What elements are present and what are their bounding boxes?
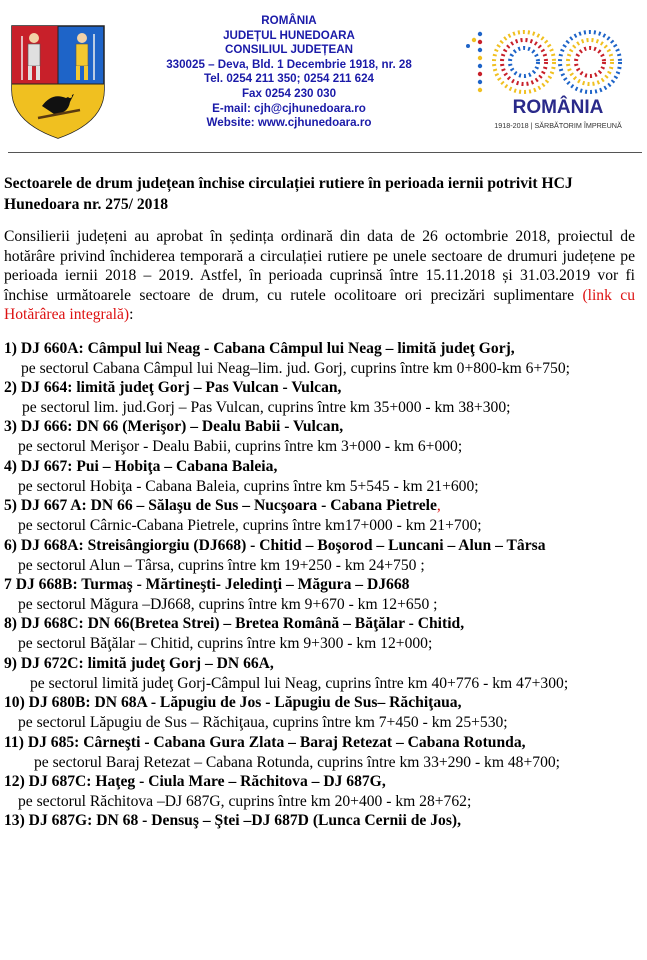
county-coat-of-arms-icon xyxy=(8,22,108,140)
road-title: 13) DJ 687G: DN 68 - Densuş – Ştei –DJ 687D (Lunca Cernii de Jos), xyxy=(4,812,461,830)
list-item xyxy=(0,339,639,378)
resolution-link[interactable]: (link cu Hotărârea integrală) xyxy=(4,286,635,323)
list-item xyxy=(0,457,639,496)
list-item xyxy=(0,733,639,772)
road-sector: pe sectorul Băţălar – Chitid, cuprins între km 9+300 - km 12+000; xyxy=(18,635,433,653)
list-item xyxy=(0,536,639,575)
logo-country-text: ROMÂNIA xyxy=(512,97,604,118)
logo-tagline-text: 1918-2018 | SĂRBĂTORIM ÎMPREUNĂ xyxy=(494,121,622,130)
road-title-comma: , xyxy=(436,497,441,515)
road-title: 3) DJ 666: DN 66 (Merişor) – Dealu Babii - Vulcan, xyxy=(4,418,344,436)
fax-number: Fax 0254 230 030 xyxy=(241,86,337,100)
intro-paragraph xyxy=(4,227,635,325)
road-title: 11) DJ 685: Cârneşti - Cabana Gura Zlata – Baraj Retezat – Cabana Rotunda, xyxy=(4,733,526,751)
letterhead xyxy=(0,0,647,150)
document-body xyxy=(0,173,639,831)
county-name: JUDEȚUL HUNEDOARA xyxy=(223,28,355,42)
road-title: 7 DJ 668B: Turmaş - Mărtineşti- Jeledinţi – Măgura – DJ668 xyxy=(4,575,410,593)
road-title: 10) DJ 680B: DN 68A - Lăpugiu de Jos - Lăpugiu de Sus– Răchiţaua, xyxy=(4,694,462,712)
list-item xyxy=(0,693,639,732)
road-sector: pe sectorul Hobiţa - Cabana Baleia, cuprins între km 5+545 - km 21+600; xyxy=(18,477,479,495)
website-address[interactable]: Website: www.cjhunedoara.ro xyxy=(206,116,372,130)
intro-text: Consilierii județeni au aprobat în ședința ordinară din data de 26 octombrie 2018, proiectul de hotărâre privind închiderea temporară a circulației rutiere pe unele sectoare de drumuri județene pe perioada iernii 2018 – 2019. Astfel, în perioada cuprinsă între 15.11.2018 și 31.03.2019 vor fi închise următoarele sectoare de drum, cu rutele ocolitoare ori precizări suplimentare xyxy=(4,228,635,304)
road-sector: pe sectorul Cabana Câmpul lui Neag–lim. jud. Gorj, cuprins între km 0+800-km 6+750; xyxy=(21,359,570,377)
document-title: Sectoarele de drum județean închise circulației rutiere în perioada iernii potrivit HCJ Hunedoara nr. 275/ 2018 xyxy=(4,175,573,213)
closed-roads-list xyxy=(0,339,639,832)
country-name: ROMÂNIA xyxy=(261,14,317,27)
road-title: 9) DJ 672C: limită judeţ Gorj – DN 66A, xyxy=(4,654,274,672)
road-sector: pe sectorul Răchitova –DJ 687G, cuprins între km 20+400 - km 28+762; xyxy=(18,792,472,810)
list-item xyxy=(0,575,639,614)
road-sector: pe sectorul Merişor - Dealu Babii, cuprins între km 3+000 - km 6+000; xyxy=(18,438,463,456)
road-sector: pe sectorul lim. jud.Gorj – Pas Vulcan, cuprins între km 35+000 - km 38+300; xyxy=(22,398,511,416)
road-sector: pe sectorul Lăpugiu de Sus – Răchiţaua, cuprins între km 7+450 - km 25+530; xyxy=(18,714,508,732)
road-sector: pe sectorul Alun – Târsa, cuprins între km 19+250 - km 24+750 ; xyxy=(18,556,425,574)
list-item xyxy=(0,417,639,456)
road-sector: pe sectorul limită judeţ Gorj-Câmpul lui Neag, cuprins între km 40+776 - km 47+300; xyxy=(30,674,569,692)
organization-contact-block xyxy=(128,14,450,131)
phone-numbers: Tel. 0254 211 350; 0254 211 624 xyxy=(204,72,374,86)
road-sector: pe sectorul Măgura –DJ668, cuprins între km 9+670 - km 12+650 ; xyxy=(18,595,438,613)
intro-colon: : xyxy=(129,306,134,323)
road-title xyxy=(0,496,639,516)
road-title: 4) DJ 667: Pui – Hobiţa – Cabana Baleia, xyxy=(4,457,278,475)
list-item xyxy=(0,378,639,417)
road-title: 12) DJ 687C: Haţeg - Ciula Mare – Răchitova – DJ 687G, xyxy=(4,772,386,790)
list-item xyxy=(0,614,639,653)
road-title: 1) DJ 660A: Câmpul lui Neag - Cabana Câmpul lui Neag – limită judeţ Gorj, xyxy=(4,339,515,357)
list-item xyxy=(0,654,639,693)
romania-centenary-logo-icon xyxy=(466,20,642,132)
header-divider xyxy=(8,152,642,153)
list-item xyxy=(0,772,639,811)
list-item xyxy=(0,811,639,831)
email-address[interactable]: E-mail: cjh@cjhunedoara.ro xyxy=(212,101,366,115)
road-title: 8) DJ 668C: DN 66(Bretea Strei) – Bretea Română – Băţălar - Chitid, xyxy=(4,615,465,633)
road-title-text: 5) DJ 667 A: DN 66 – Sălaşu de Sus – Nucşoara - Cabana Pietrele xyxy=(4,497,437,515)
council-name: CONSILIUL JUDEȚEAN xyxy=(225,43,353,57)
road-sector: pe sectorul Cârnic-Cabana Pietrele, cuprins între km17+000 - km 21+700; xyxy=(18,517,482,535)
road-title: 2) DJ 664: limită judeţ Gorj – Pas Vulcan - Vulcan, xyxy=(4,378,342,396)
road-sector: pe sectorul Baraj Retezat – Cabana Rotunda, cuprins între km 33+290 - km 48+700; xyxy=(34,753,560,771)
list-item xyxy=(0,496,639,535)
road-title: 6) DJ 668A: Streisângiorgiu (DJ668) - Chitid – Boşorod – Luncani – Alun – Târsa xyxy=(4,536,546,554)
postal-address: 330025 – Deva, Bld. 1 Decembrie 1918, nr. 28 xyxy=(166,57,412,71)
